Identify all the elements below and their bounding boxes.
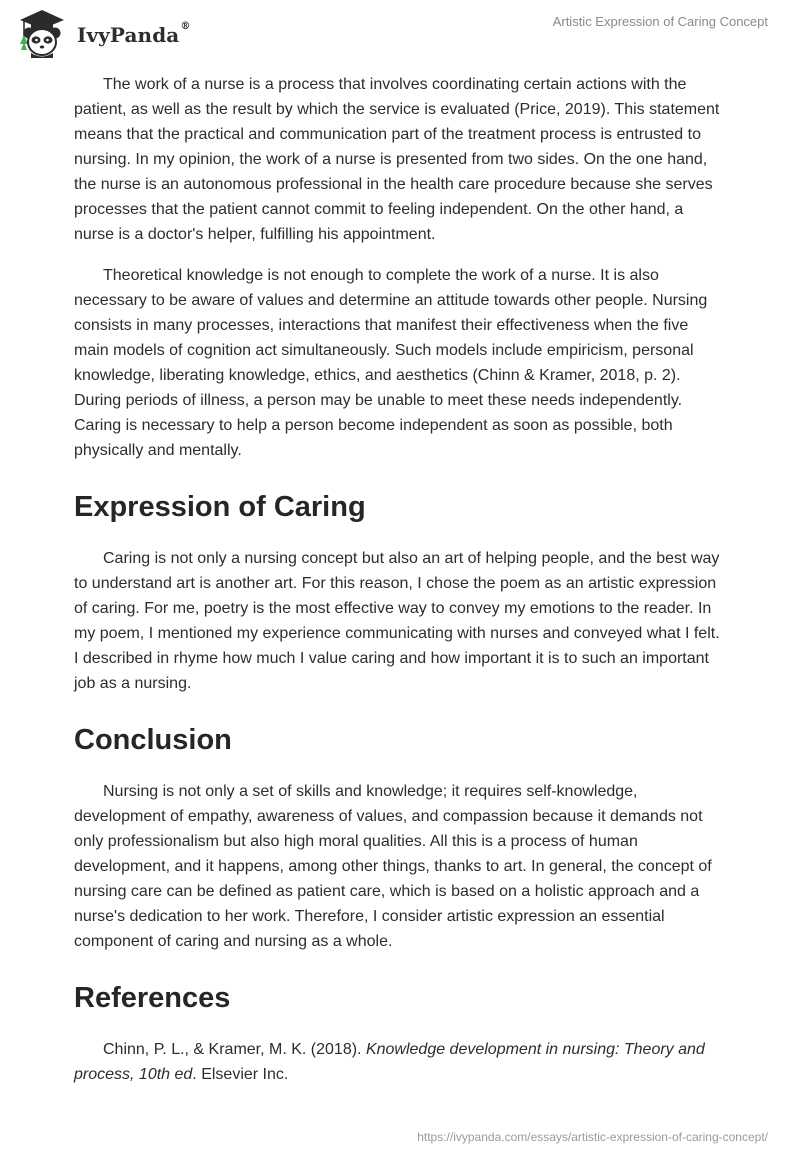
paragraph: Caring is not only a nursing concept but also an art of helping people, and the best way to understand art is another art. For this reason, I chose the poem as an artistic expression of caring. For me, poetry is the most effective way to convey my emotions to the reader. In my poem, I mentioned my experience communicating with nurses and conveyed what I felt. I described in rhyme how much I value caring and how important it is to such an important job as a nursing.	[74, 550, 720, 692]
document-title: Artistic Expression of Caring Concept	[552, 14, 768, 29]
reference-authors: Chinn, P. L., & Kramer, M. K. (2018).	[103, 1041, 366, 1058]
reference-entry	[74, 1037, 726, 1087]
paragraph: Theoretical knowledge is not enough to complete the work of a nurse. It is also necessary to be aware of values and determine an attitude towards other people. Nursing consists in many processes, interactions that manifest their effectiveness when the five main models of cognition act simultaneously. Such models include empiricism, personal knowledge, liberating knowledge, ethics, and aesthetics (Chinn & Kramer, 2018, p. 2). During periods of illness, a person may be unable to meet these needs independently. Caring is necessary to help a person become independent as soon as possible, both physically and mentally.	[74, 267, 708, 459]
section-heading-expression: Expression of Caring	[74, 491, 366, 523]
reference-title: Knowledge development in nursing: Theory and process, 10th ed	[74, 1041, 705, 1083]
section-heading-references: References	[74, 982, 231, 1014]
brand-logo[interactable]	[14, 8, 190, 58]
brand-name: IvyPanda®	[77, 21, 191, 47]
panda-graduate-icon	[14, 8, 70, 58]
source-url[interactable]: https://ivypanda.com/essays/artistic-expression-of-caring-concept/	[417, 1130, 768, 1144]
essay-body	[74, 72, 726, 1103]
paragraph: The work of a nurse is a process that involves coordinating certain actions with the patient, as well as the result by which the service is evaluated (Price, 2019). This statement means that the practical and communication part of the treatment process is entrusted to nursing. In my opinion, the work of a nurse is presented from two sides. On the one hand, the nurse is an autonomous professional in the health care procedure because she serves processes that the patient cannot commit to feeling independent. On the other hand, a nurse is a doctor's helper, fulfilling his appointment.	[74, 76, 720, 243]
reference-publisher: . Elsevier Inc.	[192, 1066, 289, 1083]
paragraph: Nursing is not only a set of skills and knowledge; it requires self-knowledge, development of empathy, awareness of values, and compassion because it demands not only professionalism but also high moral qualities. All this is a process of human development, and it happens, among other things, thanks to art. In general, the concept of nursing care can be defined as patient care, which is based on a holistic approach and a nurse's dedication to her work. Therefore, I consider artistic expression an essential component of caring and nursing as a whole.	[74, 783, 712, 950]
section-heading-conclusion: Conclusion	[74, 724, 232, 756]
page-header	[0, 0, 800, 70]
